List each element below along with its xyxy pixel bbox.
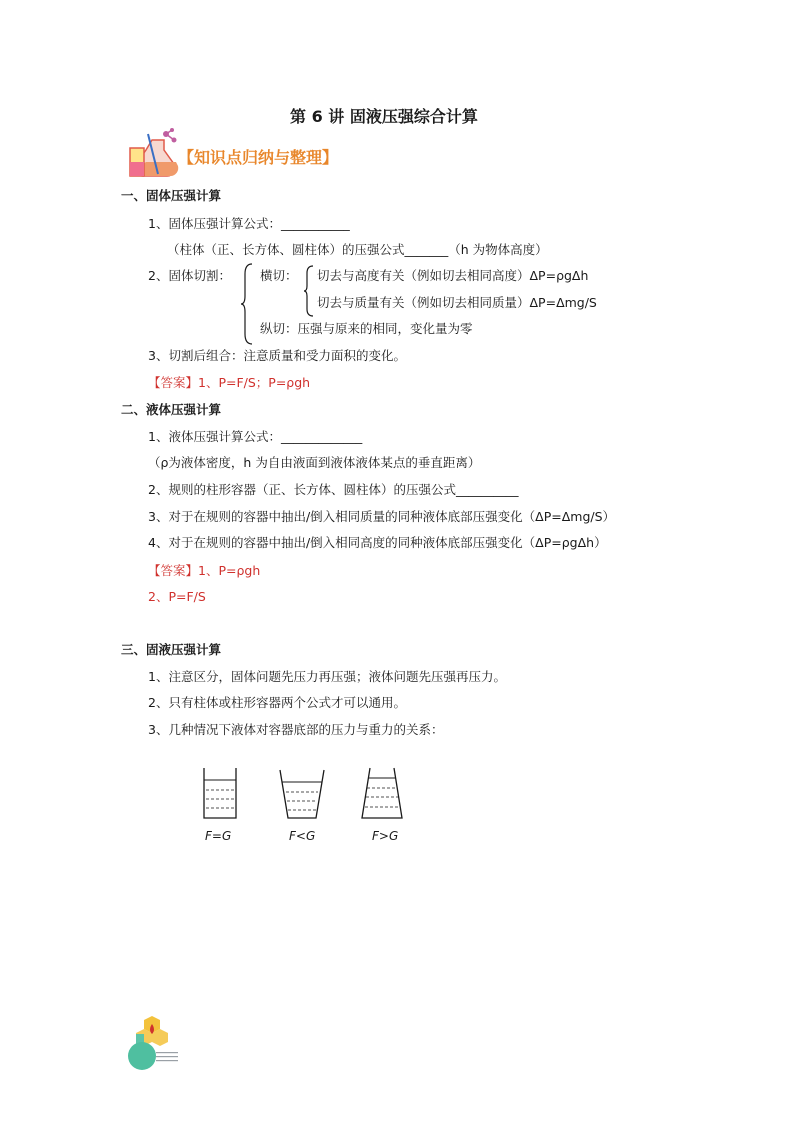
chemistry-flask-icon [122, 126, 182, 186]
section-3-heading: 三、固液压强计算 [121, 642, 222, 657]
sec2-answer-2: 2、P=F/S [148, 589, 206, 604]
sec1-item2-label: 2、固体切割： [148, 268, 231, 283]
sec1-item1-note: （柱体（正、长方体、圆柱体）的压强公式_______（h 为物体高度） [167, 242, 548, 257]
figure-label-greater: F>G [372, 829, 399, 843]
sec2-item1-note: （ρ为液体密度，h 为自由液面到液体液体某点的垂直距离） [148, 455, 481, 470]
sec2-item1: 1、液体压强计算公式：_____________ [148, 429, 363, 444]
sec1-zong: 纵切：压强与原来的相同，变化量为零 [260, 321, 473, 336]
sec3-item3: 3、几种情况下液体对容器底部的压力与重力的关系： [148, 722, 444, 737]
container-wide-top-figure [278, 766, 326, 822]
container-straight-figure [200, 766, 240, 822]
sec2-answer-1: 【答案】1、P=ρgh [148, 563, 261, 578]
sec1-answer: 【答案】1、P=F/S；P=ρgh [148, 375, 311, 390]
inner-brace [303, 264, 315, 318]
section-1-heading: 一、固体压强计算 [121, 188, 222, 203]
sec1-item3: 3、切割后组合：注意质量和受力面积的变化。 [148, 348, 406, 363]
sec2-item4: 4、对于在规则的容器中抽出/倒入相同高度的同种液体底部压强变化（ΔP=ρgΔh） [148, 535, 607, 550]
knowledge-header: 【知识点归纳与整理】 [178, 148, 339, 167]
sec2-item3: 3、对于在规则的容器中抽出/倒入相同质量的同种液体底部压强变化（ΔP=Δmg/S） [148, 509, 616, 524]
sec3-item1: 1、注意区分，固体问题先压力再压强；液体问题先压强再压力。 [148, 669, 506, 684]
sec1-item1: 1、固体压强计算公式：___________ [148, 216, 350, 231]
figure-label-less: F<G [289, 829, 316, 843]
figure-label-equal: F=G [205, 829, 232, 843]
outer-brace [240, 262, 254, 346]
section-2-heading: 二、液体压强计算 [121, 402, 222, 417]
container-narrow-top-figure [360, 766, 404, 822]
sec1-heng-a: 切去与高度有关（例如切去相同高度）ΔP=ρgΔh [317, 268, 589, 283]
sec1-heng-b: 切去与质量有关（例如切去相同质量）ΔP=Δmg/S [317, 295, 597, 310]
page-title: 第 6 讲 固液压强综合计算 [290, 107, 478, 126]
sec3-item2: 2、只有柱体或柱形容器两个公式才可以通用。 [148, 695, 406, 710]
sec2-item2: 2、规则的柱形容器（正、长方体、圆柱体）的压强公式__________ [148, 482, 519, 497]
flask-logo-icon [122, 1012, 182, 1072]
sec1-heng-label: 横切： [260, 268, 298, 283]
